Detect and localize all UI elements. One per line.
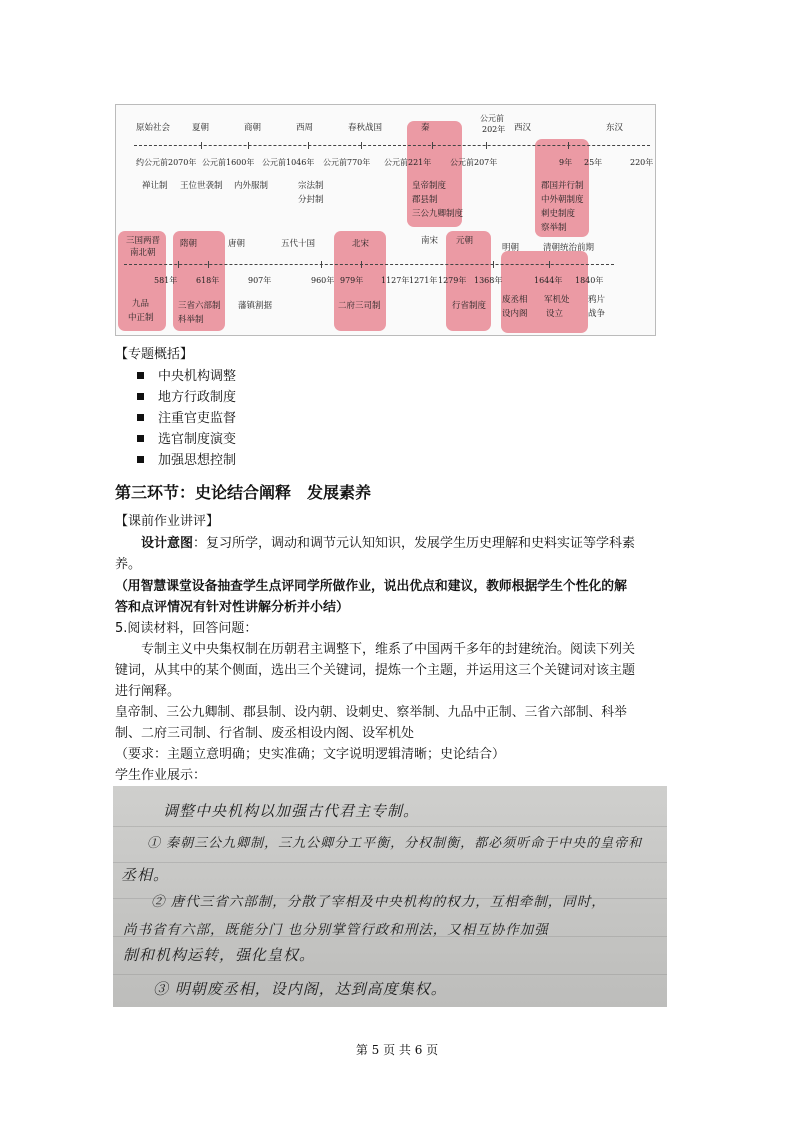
tl-date: 1840年 — [575, 276, 604, 285]
tl-dynasty: 公元前 — [480, 114, 504, 123]
homework-label: 【课前作业讲评】 — [115, 514, 220, 529]
axis-tick — [361, 142, 362, 149]
keyword-list: 皇帝制、三公九卿制、郡县制、设内朝、设刺史、察举制、九品中正制、三省六部制、科举 — [115, 705, 627, 720]
history-timeline-figure — [115, 104, 656, 336]
tl-dynasty: 春秋战国 — [348, 123, 383, 133]
tl-system: 设内阁 — [502, 309, 528, 319]
question-body: 键词，从其中的某个侧面，选出三个关键词，提炼一个主题，并运用这三个关键词对该主题 — [115, 663, 636, 678]
page-footer: 第 5 页 共 6 页 — [355, 1043, 439, 1057]
instruction-line: （用智慧课堂设备抽查学生点评同学所做作业，说出优点和建议，教师根据学生个性化的解 — [115, 579, 627, 594]
axis-tick — [248, 142, 249, 149]
summary-item-text: 加强思想控制 — [158, 453, 237, 468]
summary-item-text: 中央机构调整 — [158, 369, 237, 384]
summary-item-text: 地方行政制度 — [158, 390, 237, 405]
axis-tick — [308, 142, 309, 149]
tl-system: 刺史制度 — [541, 209, 576, 219]
tl-date: 约公元前2070年 — [136, 158, 197, 167]
timeline-axis-row1 — [134, 145, 650, 146]
question-body: 专制主义中央集权制在历朝君主调整下，维系了中国两千多年的封建统治。阅读下列关 — [141, 642, 636, 657]
requirement-text: （要求：主题立意明确；史实准确；文字说明逻辑清晰；史论结合） — [115, 747, 506, 762]
design-intent-line — [141, 534, 635, 554]
tl-date: 1271年 — [409, 276, 438, 285]
tl-date: 1644年 — [534, 276, 563, 285]
tl-date: 907年 — [248, 276, 272, 285]
timeline-axis-row2 — [124, 264, 614, 265]
question-title: 5.阅读材料，回答问题： — [115, 621, 258, 636]
square-bullet-icon — [137, 456, 144, 463]
tl-dynasty: 夏朝 — [192, 123, 210, 133]
student-work-label: 学生作业展示： — [115, 768, 207, 783]
tl-system: 行省制度 — [452, 301, 487, 311]
axis-tick — [432, 142, 433, 149]
tl-date: 960年 — [311, 276, 335, 285]
axis-tick — [493, 261, 494, 268]
handwriting-line: 丞相。 — [121, 866, 170, 884]
tl-system: 鸦片 — [588, 295, 606, 305]
summary-item — [137, 451, 236, 471]
tl-system: 战争 — [588, 309, 606, 319]
section-heading: 第三环节：史论结合阐释 发展素养 — [115, 483, 372, 502]
tl-date: 1368年 — [474, 276, 503, 285]
tl-system: 废丞相 — [502, 295, 528, 305]
tl-dynasty: 元朝 — [456, 236, 474, 246]
tl-dynasty: 唐朝 — [228, 239, 246, 249]
axis-tick — [486, 142, 487, 149]
square-bullet-icon — [137, 393, 144, 400]
tl-dynasty: 隋朝 — [180, 239, 198, 249]
tl-date: 220年 — [630, 158, 654, 167]
tl-date: 公元前221年 — [384, 158, 432, 167]
handwriting-line: 尚书省有六部，既能分门 也分别掌管行政和刑法，又相互协作加强 — [123, 922, 549, 938]
tl-date: 公元前1600年 — [202, 158, 255, 167]
tl-dynasty: 北宋 — [352, 239, 370, 249]
tl-date: 公元前1046年 — [262, 158, 315, 167]
handwriting-line: ① 秦朝三公九卿制，三九公卿分工平衡，分权制衡，都必须听命于中央的皇帝和 — [147, 836, 643, 851]
tl-system: 设立 — [546, 309, 564, 319]
keyword-list: 制、二府三司制、行省制、废丞相设内阁、设军机处 — [115, 726, 415, 741]
tl-date: 25年 — [584, 158, 603, 167]
axis-tick — [361, 261, 362, 268]
tl-dynasty: 202年 — [482, 125, 506, 134]
tl-dynasty: 清朝统治前期 — [543, 243, 595, 253]
tl-system: 宗法制 — [298, 181, 324, 191]
tl-system: 军机处 — [544, 295, 570, 305]
tl-system: 中外朝制度 — [541, 195, 584, 205]
tl-dynasty: 西周 — [296, 123, 314, 133]
tl-system: 皇帝制度 — [412, 181, 447, 191]
tl-date: 618年 — [196, 276, 220, 285]
ruled-line — [113, 974, 667, 975]
tl-system: 藩镇割据 — [238, 301, 273, 311]
axis-tick — [549, 261, 550, 268]
tl-dynasty: 南宋 — [421, 236, 439, 246]
tl-dynasty: 五代十国 — [281, 239, 316, 249]
tl-system: 王位世袭制 — [180, 181, 223, 191]
tl-date: 581年 — [154, 276, 178, 285]
summary-item — [137, 388, 236, 408]
handwriting-line: ② 唐代三省六部制，分散了宰相及中央机构的权力，互相牵制，同时， — [151, 894, 606, 910]
design-intent-line: 养。 — [115, 557, 142, 572]
axis-tick — [178, 261, 179, 268]
tl-system: 郡国并行制 — [541, 181, 584, 191]
design-intent-label: 设计意图 — [141, 536, 194, 551]
tl-dynasty: 秦 — [421, 123, 430, 133]
handwriting-line: ③ 明朝废丞相，设内阁，达到高度集权。 — [153, 980, 447, 998]
tl-dynasty: 南北朝 — [130, 248, 156, 258]
tl-date: 1127年 — [381, 276, 410, 285]
student-homework-photo — [113, 786, 667, 1007]
handwriting-line: 制和机构运转，强化皇权。 — [123, 946, 316, 964]
tl-dynasty: 原始社会 — [136, 123, 171, 133]
instruction-line: 答和点评情况有针对性讲解分析并小结） — [115, 600, 350, 615]
axis-tick — [201, 142, 202, 149]
tl-system: 察举制 — [541, 223, 567, 233]
tl-date: 979年 — [340, 276, 364, 285]
ruled-line — [113, 826, 667, 827]
summary-item — [137, 367, 236, 387]
summary-label: 【专题概括】 — [115, 347, 194, 362]
tl-system: 三省六部制 — [178, 301, 221, 311]
summary-item — [137, 430, 236, 450]
tl-dynasty: 西汉 — [514, 123, 532, 133]
tl-date: 公元前207年 — [450, 158, 498, 167]
tl-system: 内外服制 — [234, 181, 269, 191]
handwriting-line: 调整中央机构以加强古代君主专制。 — [163, 802, 420, 820]
tl-dynasty: 三国两晋 — [126, 236, 161, 246]
square-bullet-icon — [137, 435, 144, 442]
summary-item-text: 注重官吏监督 — [158, 411, 237, 426]
ruled-line — [113, 862, 667, 863]
design-intent-text: ：复习所学，调动和调节元认知知识，发展学生历史理解和史料实证等学科素 — [193, 536, 636, 551]
axis-tick — [208, 261, 209, 268]
tl-date: 1279年 — [438, 276, 467, 285]
tl-dynasty: 商朝 — [244, 123, 262, 133]
tl-dynasty: 明朝 — [502, 243, 520, 253]
tl-system: 三公九卿制度 — [412, 209, 464, 219]
tl-system: 分封制 — [298, 195, 324, 205]
summary-item-text: 选官制度演变 — [158, 432, 237, 447]
tl-system: 九品 — [132, 299, 150, 309]
tl-system: 郡县制 — [412, 195, 438, 205]
tl-dynasty: 东汉 — [606, 123, 624, 133]
question-body: 进行阐释。 — [115, 684, 181, 699]
square-bullet-icon — [137, 414, 144, 421]
tl-system: 中正制 — [128, 313, 154, 323]
summary-item — [137, 409, 236, 429]
tl-date: 9年 — [559, 158, 573, 167]
tl-system: 二府三司制 — [338, 301, 381, 311]
tl-system: 禅让制 — [142, 181, 168, 191]
tl-system: 科举制 — [178, 315, 204, 325]
square-bullet-icon — [137, 372, 144, 379]
tl-date: 公元前770年 — [323, 158, 371, 167]
axis-tick — [568, 142, 569, 149]
axis-tick — [321, 261, 322, 268]
